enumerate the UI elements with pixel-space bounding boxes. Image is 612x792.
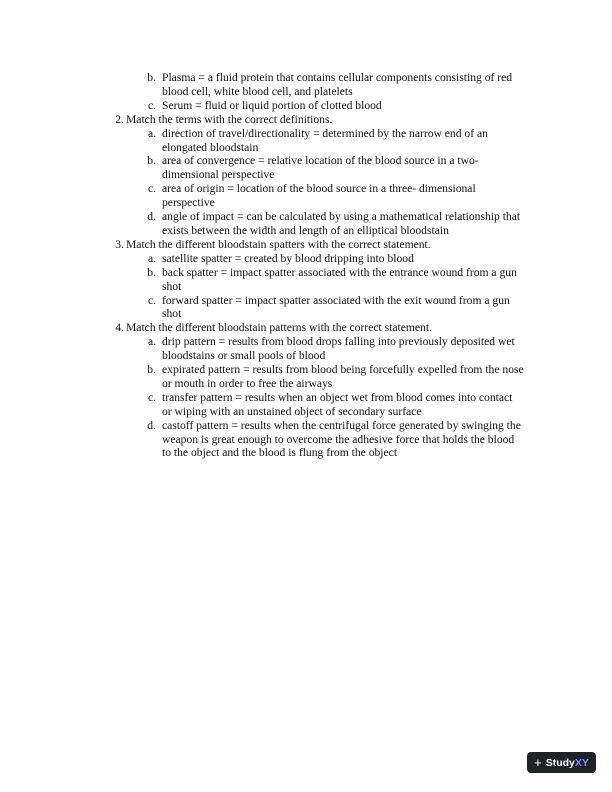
list-item (0, 182, 524, 210)
list-item (0, 391, 524, 419)
item-letter: a. (147, 251, 156, 265)
question-3 (0, 238, 526, 252)
item-text: angle of impact = can be calculated by using a mathematical relationship that exists between the width and length of an elliptical bloodstain (162, 210, 521, 237)
question-2 (0, 113, 526, 127)
item-letter: a. (147, 335, 156, 349)
question-number: 2. (115, 112, 124, 126)
item-text: castoff pattern = results when the centrifugal force generated by swinging the weapon is great enough to overcome the adhesive force that holds the blood to the object and the blood is flung from the object (162, 418, 521, 460)
list-item (0, 419, 524, 461)
question-text: Match the terms with the correct definitions. (126, 112, 333, 126)
item-text: area of origin = location of the blood source in a three- dimensional perspective (162, 182, 476, 210)
item-letter: b. (147, 71, 156, 84)
list-item (0, 127, 524, 155)
item-letter: b. (147, 265, 156, 279)
item-text: Plasma = a fluid protein that contains cellular components consisting of red blood cell, white blood cell, and platelets (162, 71, 513, 98)
item-letter: b. (147, 154, 156, 168)
studyxy-badge[interactable] (527, 752, 596, 773)
question-text: Match the different bloodstain patterns with the correct statement. (126, 321, 432, 335)
item-text: transfer pattern = results when an object wet from blood comes into contact or wiping with an unstained object of secondary surface (162, 390, 513, 418)
list-item (0, 335, 524, 363)
item-text: direction of travel/directionality = determined by the narrow end of an elongated bloodstain (162, 126, 488, 154)
brand-study: Study (545, 756, 575, 769)
list-item (0, 71, 524, 99)
question-number: 3. (115, 237, 124, 251)
item-text: area of convergence = relative location of the blood source in a two-dimensional perspective (162, 154, 479, 182)
list-item (0, 210, 524, 238)
item-letter: c. (147, 390, 156, 404)
item-letter: c. (147, 182, 156, 196)
item-text: expirated pattern = results from blood being forcefully expelled from the nose or mouth in order to free the airways (162, 363, 524, 390)
brand-xy: XY (574, 756, 589, 769)
list-item (0, 266, 524, 294)
item-letter: c. (147, 98, 156, 112)
question-3-items (0, 252, 612, 322)
item-text: Serum = fluid or liquid portion of clotted blood (162, 98, 382, 112)
list-item (0, 99, 524, 113)
list-item (0, 252, 524, 266)
question-4-items (0, 335, 612, 460)
item-text: drip pattern = results from blood drops falling into previously deposited wet bloodstains or small pools of blood (162, 335, 515, 363)
item-letter: b. (147, 363, 156, 377)
item-text: back spatter = impact spatter associated with the entrance wound from a gun shot (162, 265, 517, 293)
question-4 (0, 321, 526, 335)
item-text: satellite spatter = created by blood dripping into blood (162, 251, 414, 265)
list-item (0, 363, 524, 391)
continued-sub-list (0, 71, 612, 113)
item-letter: a. (147, 126, 156, 140)
document-body (0, 71, 612, 460)
question-text: Match the different bloodstain spatters with the correct statement. (126, 237, 431, 251)
question-2-items (0, 127, 612, 238)
list-item (0, 154, 524, 182)
item-text: forward spatter = impact spatter associated with the exit wound from a gun shot (162, 293, 510, 321)
list-item (0, 294, 524, 322)
item-letter: c. (147, 293, 156, 307)
item-letter: d. (147, 210, 156, 224)
question-number: 4. (115, 321, 124, 335)
plus-icon: + (534, 755, 542, 770)
item-letter: d. (147, 418, 156, 432)
